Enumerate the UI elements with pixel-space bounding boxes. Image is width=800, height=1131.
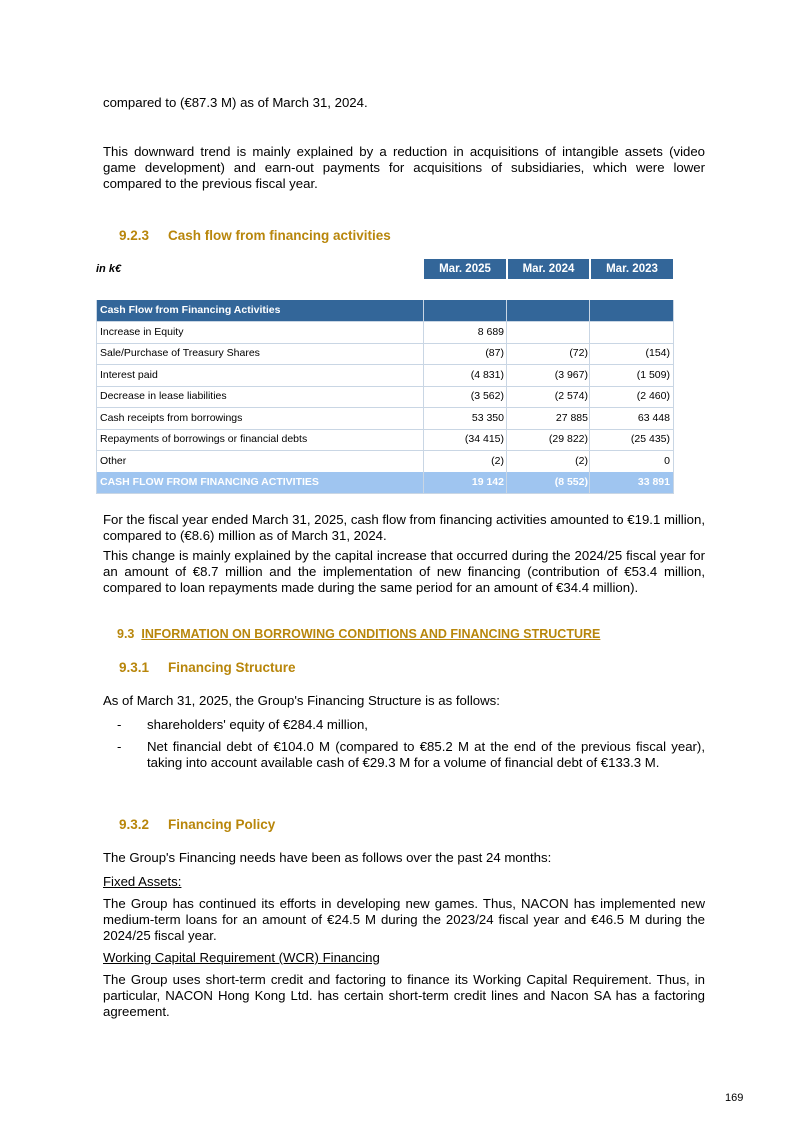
column-header-mar-2023: Mar. 2023 (591, 259, 673, 279)
table-border (673, 300, 674, 493)
cell-mar-2024: 27 885 (555, 412, 588, 424)
row-label: Decrease in lease liabilities (100, 390, 227, 402)
list-item-text: shareholders' equity of €284.4 million, (147, 717, 368, 732)
table-row (96, 408, 674, 430)
section-heading-9-3 (117, 627, 600, 641)
paragraph-downward-trend: This downward trend is mainly explained by a reduction in acquisitions of intangible assets (video game development) and earn-out payments for acquisitions of subsidiaries, which were lower compared to the previous fiscal year. (103, 144, 705, 191)
cell-mar-2025: (34 415) (464, 433, 504, 445)
paragraph-needs: The Group's Financing needs have been as follows over the past 24 months: (103, 850, 552, 865)
section-heading-9-2-3 (119, 228, 391, 243)
row-label: Other (100, 455, 127, 467)
table-border (96, 300, 97, 493)
cell-mar-2023: (2 460) (636, 390, 670, 402)
list-item (103, 739, 705, 771)
row-label: Interest paid (100, 369, 158, 381)
table-row (96, 451, 674, 473)
row-label: Sale/Purchase of Treasury Shares (100, 347, 260, 359)
fixed-assets-heading: Fixed Assets: (103, 874, 182, 889)
cell-mar-2024: (72) (569, 347, 588, 359)
row-label: Repayments of borrowings or financial debts (100, 433, 308, 445)
section-header-label: Cash Flow from Financing Activities (100, 304, 281, 316)
cell-mar-2023: 63 448 (637, 412, 670, 424)
cell-mar-2025: (2) (491, 455, 504, 467)
paragraph-fiscal-year: For the fiscal year ended March 31, 2025, cash flow from financing activities amounted to €19.1 million, compared to (€8.6) million as of March 31, 2024. (103, 512, 705, 543)
cell-mar-2024: (29 822) (548, 433, 588, 445)
table-row (96, 322, 674, 344)
cell-mar-2024: (2) (575, 455, 588, 467)
table-border (506, 300, 507, 493)
page-number: 169 (725, 1092, 744, 1104)
section-heading-9-3-1 (119, 660, 296, 675)
table-unit-label: in k€ (96, 263, 122, 275)
table-total-row (96, 472, 674, 494)
section-title: INFORMATION ON BORROWING CONDITIONS AND FINANCING STRUCTURE (141, 627, 601, 641)
cell-mar-2023 (592, 322, 670, 343)
total-label: CASH FLOW FROM FINANCING ACTIVITIES (100, 476, 319, 488)
wcr-heading: Working Capital Requirement (WCR) Financing (103, 950, 380, 965)
list-item (103, 717, 705, 733)
paragraph-intro-end: compared to (€87.3 M) as of March 31, 2024. (103, 95, 368, 110)
table-border (423, 300, 424, 493)
table-row (96, 365, 674, 387)
cell-mar-2024 (508, 322, 588, 343)
cell-mar-2023: (1 509) (636, 369, 670, 381)
structure-list (103, 717, 705, 777)
cell-mar-2024: (2 574) (554, 390, 588, 402)
cell-mar-2025: 8 689 (477, 326, 504, 338)
table-row (96, 386, 674, 408)
total-mar-2024: (8 552) (554, 476, 588, 488)
dash-marker: - (117, 717, 122, 732)
cell-mar-2025: (87) (485, 347, 504, 359)
table-section-header (96, 300, 674, 322)
table-border (589, 300, 590, 493)
cell-mar-2025: 53 350 (471, 412, 504, 424)
row-label: Increase in Equity (100, 326, 184, 338)
column-header-mar-2024: Mar. 2024 (508, 259, 589, 279)
paragraph-structure: As of March 31, 2025, the Group's Financing Structure is as follows: (103, 693, 500, 708)
cell-mar-2025: (3 562) (470, 390, 504, 402)
section-title: Cash flow from financing activities (168, 228, 391, 243)
list-item-text: Net financial debt of €104.0 M (compared to €85.2 M at the end of the previous fiscal year), taking into account available cash of €29.3 M for a volume of financial debt of €133.3 M. (147, 739, 705, 770)
paragraph-change: This change is mainly explained by the capital increase that occurred during the 2024/25 fiscal year for an amount of €8.7 million and the implementation of new financing (contribution of €53.4 million, compared to loan repayments made during the same period for an amount of €34.4 million). (103, 548, 705, 595)
section-heading-9-3-2 (119, 817, 275, 832)
table-row (96, 343, 674, 365)
section-number: 9.3.1 (119, 660, 150, 675)
paragraph-fixed-assets: The Group has continued its efforts in developing new games. Thus, NACON has implemented new medium-term loans for an amount of €24.5 M during the 2023/24 fiscal year and €46.5 M during the 2024/25 fiscal year. (103, 896, 705, 943)
section-number: 9.3.2 (119, 817, 150, 832)
column-header-mar-2025: Mar. 2025 (424, 259, 506, 279)
total-mar-2025: 19 142 (471, 476, 504, 488)
cell-mar-2023: (154) (645, 347, 670, 359)
dash-marker: - (117, 739, 122, 754)
section-title: Financing Structure (168, 660, 296, 675)
table-row (96, 429, 674, 451)
cell-mar-2023: (25 435) (630, 433, 670, 445)
cell-mar-2025: (4 831) (470, 369, 504, 381)
cell-mar-2023: 0 (664, 455, 670, 467)
section-number: 9.2.3 (119, 228, 150, 243)
section-title: Financing Policy (168, 817, 276, 832)
row-label: Cash receipts from borrowings (100, 412, 243, 424)
paragraph-wcr: The Group uses short-term credit and factoring to finance its Working Capital Requirement. Thus, in particular, NACON Hong Kong Ltd. has certain short-term credit lines and Nacon SA has a factoring agreement. (103, 972, 705, 1019)
section-number: 9.3 (117, 627, 135, 641)
cell-mar-2024: (3 967) (554, 369, 588, 381)
total-mar-2023: 33 891 (637, 476, 670, 488)
